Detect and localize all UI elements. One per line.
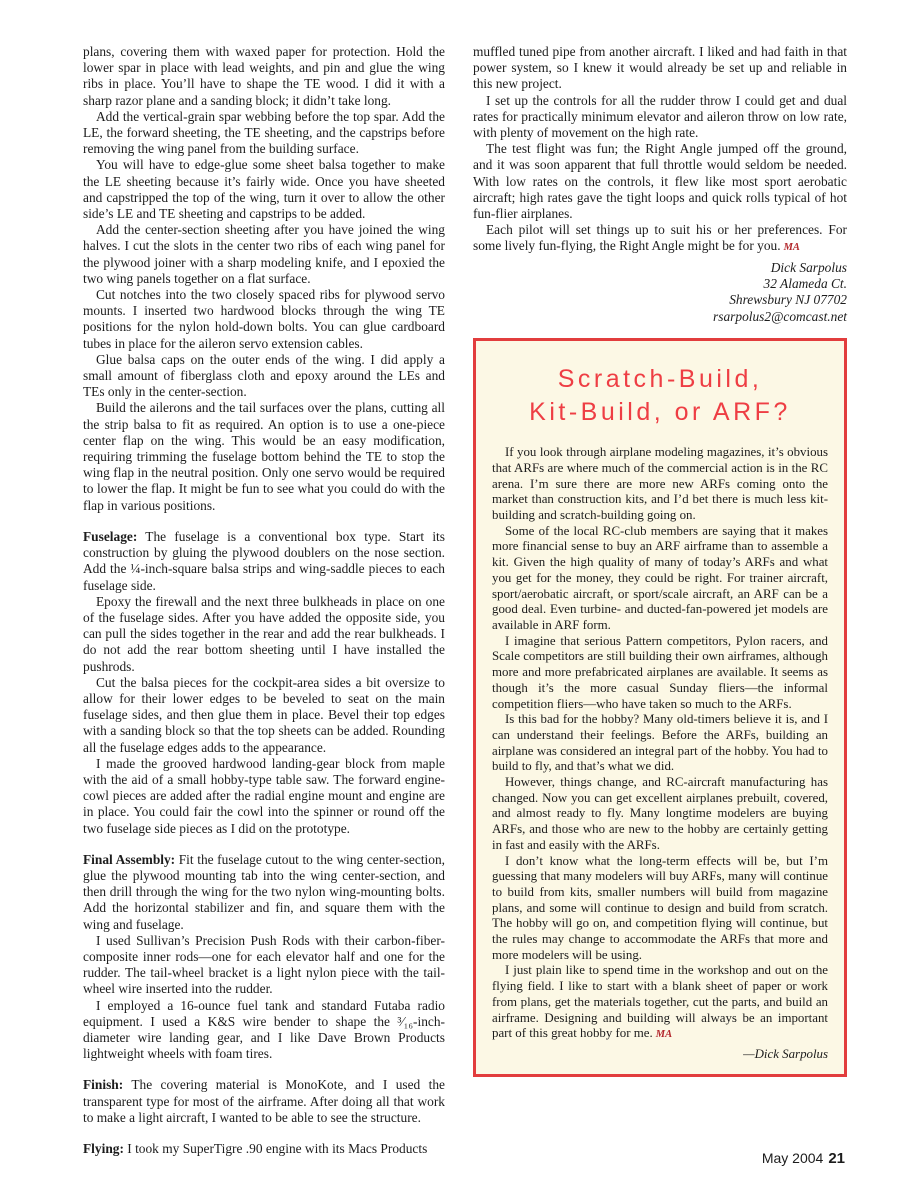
body-paragraph: I employed a 16-ounce fuel tank and standard Futaba radio equipment. I used a K&S wire bender to shape the ³⁄₁₆-inch-diameter wire landing gear, and I like Dave Brown Products lightweight wheels with foam tires. xyxy=(83,997,445,1062)
body-paragraph: Cut the balsa pieces for the cockpit-area sides a bit oversize to allow for their lower edges to be beveled to seat on the main fuselage sides, and then glue them in place. Bevel their top edges with a sanding block so that the top sheets can be added. Rounding all the fuselage edges adds to the appearance. xyxy=(83,674,445,755)
sidebar-paragraph-closing xyxy=(492,963,828,1043)
paragraph-text: Each pilot will set things up to suit his or her preferences. For some lively fun-flying, the Right Angle might be for you. xyxy=(473,222,847,254)
sidebar-paragraph: Some of the local RC-club members are saying that it makes more financial sense to buy an ARF airframe than to assemble a kit. Given the high quality of many of today’s ARFs and what you get for the money, they could be right. For trainer aircraft, sport/aerobatic aircraft, or sport/scale aircraft, an ARF can be a good deal. Even turbine- and ducted-fan-powered jet models are available in ARF form. xyxy=(492,523,828,632)
paragraph-text: The fuselage is a conventional box type. Start its construction by gluing the plywood doublers on the nose section. Add the ¼-inch-square balsa strips and wing-saddle pieces to each fuselage side. xyxy=(83,528,445,593)
author-name: Dick Sarpolus xyxy=(770,259,847,275)
sidebar-paragraph: If you look through airplane modeling magazines, it’s obvious that ARFs are where much of the commercial action is in the RC arena. I’m sure there are more new ARFs coming onto the market than construction kits, and I’d bet there is much less kit-building and scratch-building going on. xyxy=(492,445,828,523)
paragraph-text: I took my SuperTigre .90 engine with its Macs Products xyxy=(123,1141,428,1156)
ma-end-mark: MA xyxy=(655,1029,673,1041)
author-address-line1: 32 Alameda Ct. xyxy=(763,276,847,292)
body-paragraph: You will have to edge-glue some sheet balsa together to make the LE sheeting because it’s fairly wide. Once you have sheeted and capstripped the top of the wing, turn it over to allow the other side’s LE and TE sheeting and capstrips to be added. xyxy=(83,157,445,222)
author-email: rsarpolus2@comcast.net xyxy=(713,308,847,324)
author-byline xyxy=(473,260,847,326)
author-address-line2: Shrewsbury NJ 07702 xyxy=(729,292,847,308)
sidebar-signature: —Dick Sarpolus xyxy=(743,1046,828,1061)
paragraph-text: The covering material is MonoKote, and I used the transparent type for most of the airframe. After doing all that work to make a light aircraft, I wanted to be able to see the structure. xyxy=(83,1077,445,1125)
footer-page-number: 21 xyxy=(828,1150,845,1167)
footer-issue-date: May 2004 xyxy=(761,1150,824,1166)
paragraph-lead: Final Assembly: xyxy=(83,851,176,867)
sidebar-paragraph: Is this bad for the hobby? Many old-timers believe it is, and I can understand their feelings. Before the ARFs, building an airplane was considered an integral part of the hobby. You had to build to fly, and that’s what we did. xyxy=(492,712,828,774)
left-column xyxy=(83,44,445,1157)
body-paragraph-flying xyxy=(83,1141,445,1157)
body-paragraph-finish xyxy=(83,1077,445,1126)
sidebar-box xyxy=(473,338,847,1077)
sidebar-paragraph: I imagine that serious Pattern competitors, Pylon racers, and Scale competitors are still building their own airframes, although more and more prefabricated airplanes are available. It seems as though it’s the more casual Sunday fliers—the informal competition fliers—who have taken so much to the ARFs. xyxy=(492,633,828,711)
sidebar-title xyxy=(492,363,828,429)
body-paragraph: Build the ailerons and the tail surfaces over the plans, cutting all the strip balsa to fit as required. An option is to use a one-piece center flap on the wing. This would be an easy modification, requiring trimming the fuselage bottom behind the TE to stop the wing flap in the neutral position. Only one servo would be required to lower the flap. It might be fun to see what you could do with the flap in various positions. xyxy=(83,400,445,513)
body-paragraph: muffled tuned pipe from another aircraft. I liked and had faith in that power system, so I knew it would already be set up and reliable in this new project. xyxy=(473,44,847,92)
sidebar-paragraph: However, things change, and RC-aircraft manufacturing has changed. Now you can get excellent airplanes prebuilt, covered, and almost ready to fly. Many longtime modelers are buying ARFs, and those who are new to the hobby are certainly getting in fast and easily with the ARFs. xyxy=(492,775,828,852)
body-paragraph-final-assembly xyxy=(83,852,445,933)
sidebar-paragraph: I don’t know what the long-term effects will be, but I’m guessing that many modelers will buy ARFs, many will continue to build from kits, smaller numbers will build from magazine plans, and some will continue to design and build from scratch. The hobby will go on, and competition flying will continue, but the rules may change to accommodate the ARFs that more and more modelers will be using. xyxy=(492,853,828,962)
magazine-page xyxy=(83,44,847,1157)
body-paragraph-fuselage xyxy=(83,529,445,594)
body-paragraph: plans, covering them with waxed paper for protection. Hold the lower spar in place with lead weights, and pin and glue the wing ribs in place. You’ll have to shape the TE wood. I did it with a sharp razor plane and a sanding block; it didn’t take long. xyxy=(83,44,445,108)
paragraph-text: I just plain like to spend time in the workshop and out on the flying field. I like to start with a blank sheet of paper or work from plans, get the materials together, cut the parts, and build an airframe. Designing and building will always be an important part of this great hobby for me. xyxy=(492,963,828,1041)
body-paragraph: The test flight was fun; the Right Angle jumped off the ground, and it was soon apparent that full throttle would seldom be needed. With low rates on the controls, it flew like most sport aerobatic aircraft; high rates gave the tight loops and quick rolls typical of hot fun-flier airplanes. xyxy=(473,141,847,222)
body-paragraph: Add the vertical-grain spar webbing before the top spar. Add the LE, the forward sheeting, the TE sheeting, and the capstrips before removing the wing panel from the building surface. xyxy=(83,108,445,157)
sidebar-title-line1: Scratch-Build, xyxy=(557,365,763,394)
body-paragraph: I made the grooved hardwood landing-gear block from maple with the aid of a small hobby-type table saw. The forward engine-cowl pieces are added after the radial engine mount and engine are in place. You could fair the cowl into the spinner or round off the two fuselage side pieces as I did on the prototype. xyxy=(83,755,445,836)
paragraph-lead: Flying: xyxy=(83,1141,124,1156)
body-paragraph: I used Sullivan’s Precision Push Rods with their carbon-fiber-composite inner rods—one for each elevator half and one for the rudder. The tail-wheel bracket is a light nylon piece with the tail-wheel wire inserted into the rudder. xyxy=(83,932,445,997)
paragraph-lead: Fuselage: xyxy=(83,528,138,544)
paragraph-lead: Finish: xyxy=(83,1077,124,1093)
body-paragraph-closing xyxy=(473,222,847,256)
body-paragraph: Cut notches into the two closely spaced ribs for plywood servo mounts. I inserted two hardwood blocks through the wing TE positions for the nylon hold-down bolts. You can glue cardboard tubes in place for the aileron servo extension cables. xyxy=(83,287,445,351)
body-paragraph: Epoxy the firewall and the next three bulkheads in place on one of the fuselage sides. After you have added the opposite side, you can pull the sides together in the rear and add the rear bulkheads. I do not add the rear bottom sheeting until I have installed the pushrods. xyxy=(83,593,445,674)
paragraph-text: Fit the fuselage cutout to the wing center-section, glue the plywood mounting tab into the wing center-section, and then drill through the wing for the two nylon wing-mounting bolts. Add the horizontal stabilizer and fin, and square them with the wing and fuselage. xyxy=(83,851,445,932)
ma-end-mark: MA xyxy=(783,242,800,254)
body-paragraph: I set up the controls for all the rudder throw I could get and dual rates for practically minimum elevator and aileron throw on low rate, with plenty of movement on the high rate. xyxy=(473,92,847,141)
body-paragraph: Glue balsa caps on the outer ends of the wing. I did apply a small amount of fiberglass cloth and epoxy around the LEs and TEs only in the center-section. xyxy=(83,351,445,400)
page-footer xyxy=(762,1150,845,1167)
right-column xyxy=(473,44,847,1157)
sidebar-title-line2: Kit-Build, or ARF? xyxy=(529,398,791,427)
body-paragraph: Add the center-section sheeting after you have joined the wing halves. I cut the slots in the center two ribs of each wing panel for the plywood joiner with a sharp modeling knife, and I epoxied the two wing panels together on a flat surface. xyxy=(83,222,445,286)
